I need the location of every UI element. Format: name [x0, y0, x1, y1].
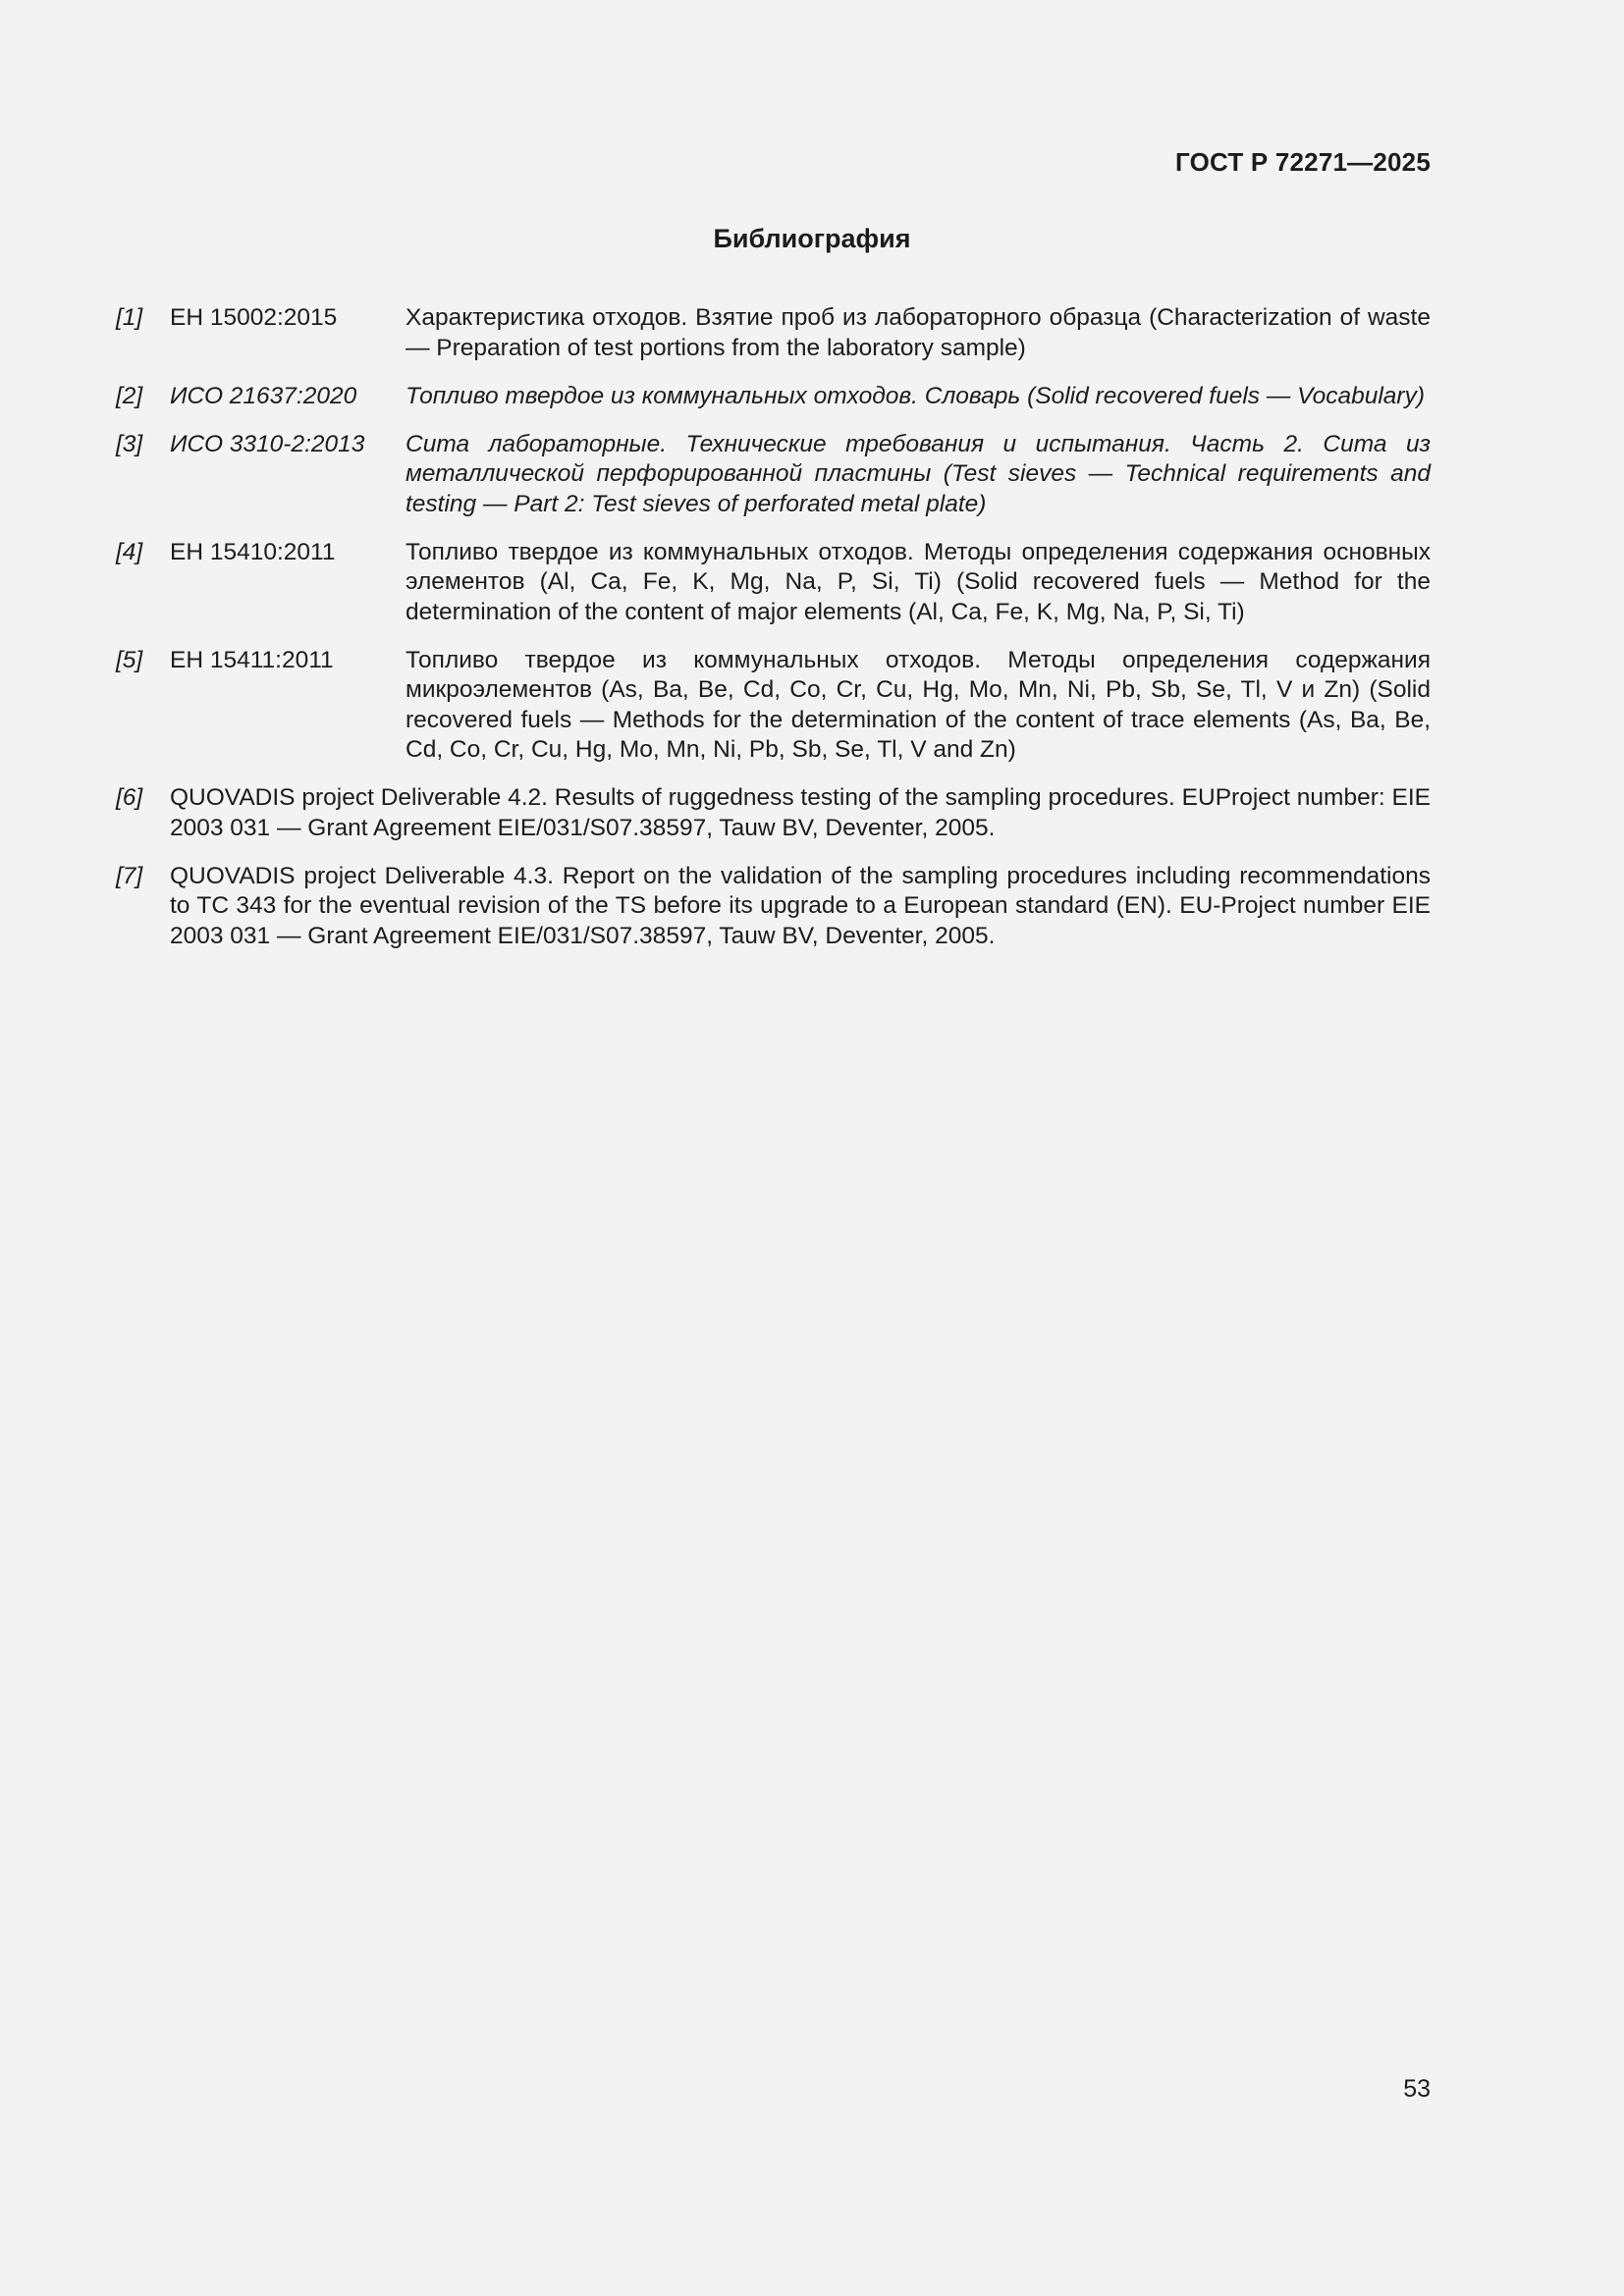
entry-standard-code: ЕН 15410:2011 [170, 538, 336, 565]
entry-number: [1] [116, 304, 143, 331]
entry-standard-code: ЕН 15411:2011 [170, 646, 334, 673]
entry-text: Топливо твердое из коммунальных отходов. Методы определения содержания основных элементов (Al, Ca, Fe, K, Mg, Na, P, Si, Ti) (Solid recovered fuels — Method for the determination of the content of major elements (Al, Ca, Fe, K, Mg, Na, P, Si, Ti) [406, 538, 1431, 625]
entry-text: Сита лабораторные. Технические требования и испытания. Часть 2. Сита из металлической перфорированной пластины (Test sieves — Technical requirements and testing — Part 2: Test sieves of perforated metal plate) [406, 430, 1431, 517]
bibliography-entry [116, 783, 1431, 843]
entry-number: [6] [116, 784, 143, 811]
document-id: ГОСТ Р 72271—2025 [1175, 147, 1431, 177]
bibliography-entry [116, 862, 1431, 952]
bibliography-entry [116, 646, 1431, 766]
entry-number: [3] [116, 430, 143, 457]
bibliography-entry [116, 382, 1431, 412]
entry-text: QUOVADIS project Deliverable 4.3. Report on the validation of the sampling procedures including recommendations to TC 343 for the eventual revision of the TS before its upgrade to a European standard (EN). EU-Project number EIE 2003 031 — Grant Agreement EIE/031/S07.38597, Tauw BV, Deventer, 2005. [170, 862, 1431, 949]
page-number: 53 [1403, 2075, 1431, 2103]
entry-standard-code: ЕН 15002:2015 [170, 304, 338, 331]
bibliography-entry [116, 538, 1431, 628]
entry-number: [7] [116, 862, 143, 889]
entry-number: [4] [116, 538, 143, 565]
entry-standard-code: ИСО 21637:2020 [170, 382, 357, 409]
entry-number: [2] [116, 382, 143, 409]
bibliography-entry [116, 303, 1431, 363]
entry-text: Характеристика отходов. Взятие проб из лабораторного образца (Characterization of waste — Preparation of test portions from the laboratory sample) [406, 304, 1431, 361]
entry-text: Топливо твердое из коммунальных отходов. Словарь (Solid recovered fuels — Vocabulary) [406, 382, 1425, 409]
entry-standard-code: ИСО 3310-2:2013 [170, 430, 365, 457]
entry-text: QUOVADIS project Deliverable 4.2. Results of ruggedness testing of the sampling procedures. EUProject number: EIE 2003 031 — Grant Agreement EIE/031/S07.38597, Tauw BV, Deventer, 2005. [170, 784, 1431, 841]
entry-number: [5] [116, 646, 143, 673]
section-title: Библиография [713, 224, 911, 253]
bibliography-list [116, 303, 1431, 970]
entry-text: Топливо твердое из коммунальных отходов. Методы определения содержания микроэлементов (As, Ba, Be, Cd, Co, Cr, Cu, Hg, Mo, Mn, Ni, Pb, Sb, Se, Tl, V и Zn) (Solid recovered fuels — Methods for the determination of the content of trace elements (As, Ba, Be, Cd, Co, Cr, Cu, Hg, Mo, Mn, Ni, Pb, Sb, Se, Tl, V and Zn) [406, 646, 1431, 763]
bibliography-entry [116, 430, 1431, 520]
